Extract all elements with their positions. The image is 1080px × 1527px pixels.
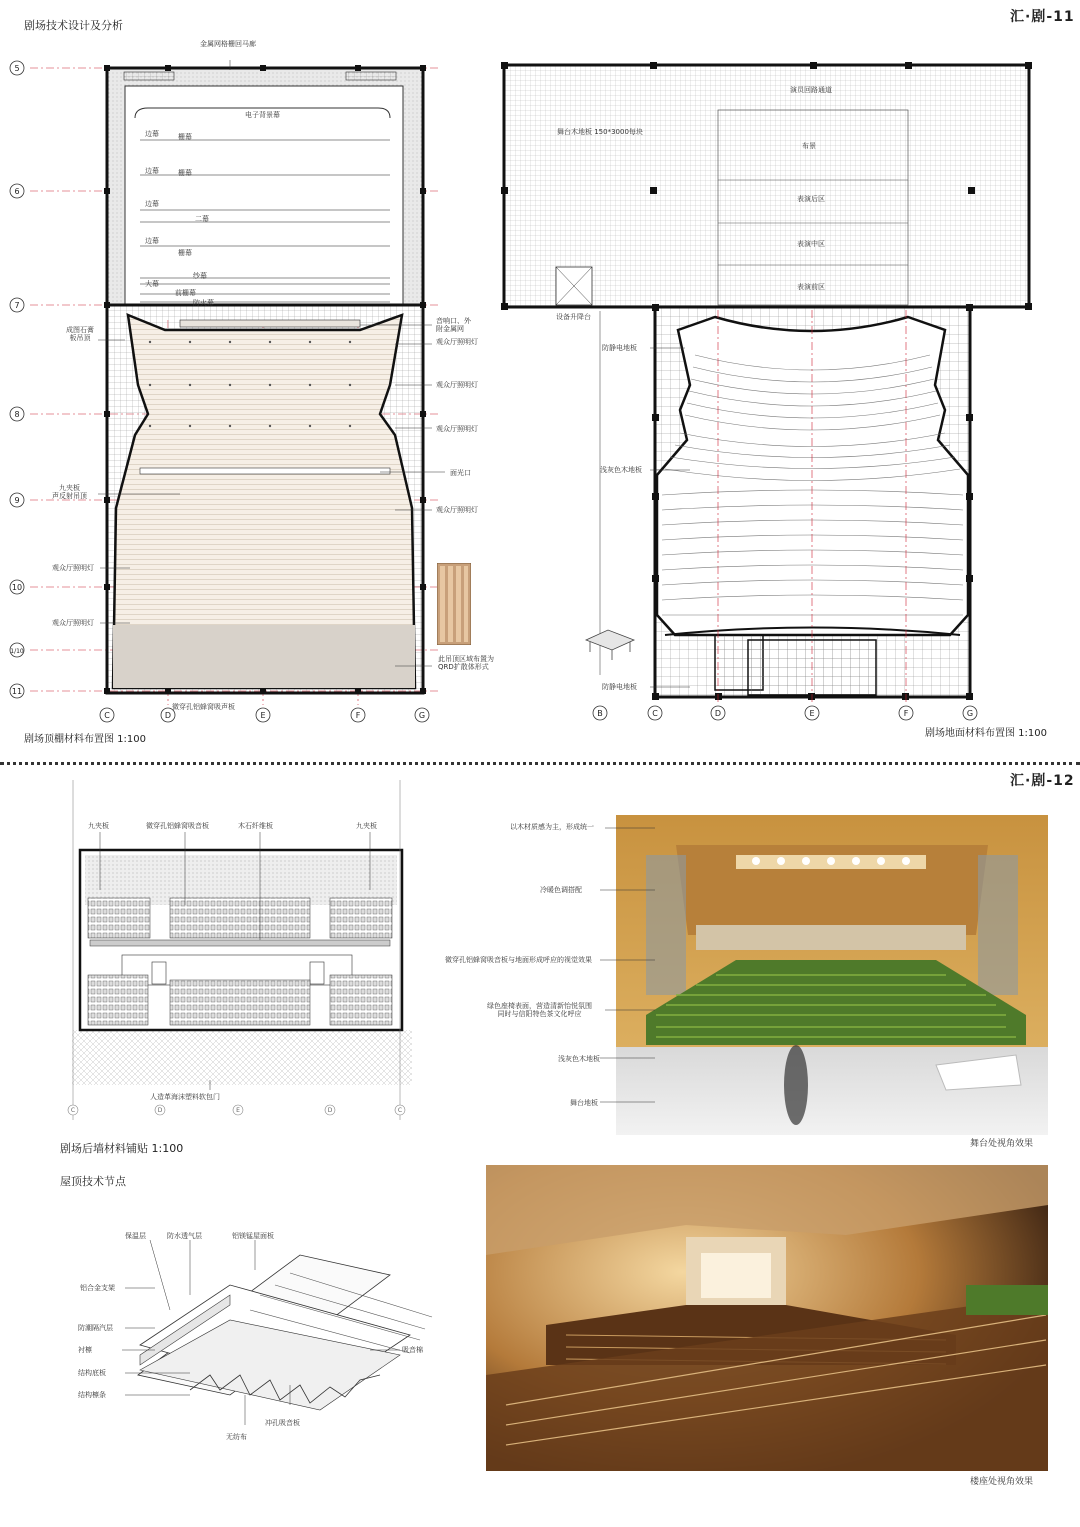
render1-caption: 舞台处视角效果 bbox=[970, 1139, 1034, 1149]
label-side4: 边幕 bbox=[145, 237, 159, 245]
label-backdrop: 电子背景幕 bbox=[245, 111, 280, 119]
label-insulation: 保温层 bbox=[125, 1232, 146, 1240]
render1-label-perf: 微穿孔铝蜂窝吸音板与地面形成呼应的视觉效果 bbox=[445, 956, 592, 964]
render1-leaders bbox=[575, 825, 655, 1110]
floor-axis-g: G bbox=[966, 709, 974, 718]
label-light2: 观众厅照明灯 bbox=[436, 381, 478, 389]
axis-row-1-10: 1/10 bbox=[10, 648, 24, 655]
floor-axis-f: F bbox=[903, 709, 909, 718]
label-mid-zone: 表演中区 bbox=[797, 240, 825, 248]
sheet-logo: 汇·剧-11 bbox=[1010, 9, 1075, 25]
label-jiujia-left: 九夹板 bbox=[88, 822, 109, 830]
label-structure-board: 结构底板 bbox=[78, 1369, 106, 1377]
label-main-curtain: 大幕 bbox=[145, 280, 159, 288]
label-stage-floor: 舞台木地板 150*3000每块 bbox=[557, 128, 643, 136]
sheet-title: 剧场技术设计及分析 bbox=[24, 19, 123, 32]
label-perforated-board: 冲孔吸音板 bbox=[265, 1419, 300, 1427]
axis-col-d: D bbox=[164, 711, 172, 720]
roof-detail-drawing bbox=[60, 1225, 440, 1445]
label-fire-curtain: 防火幕 bbox=[193, 299, 214, 307]
label-side2: 边幕 bbox=[145, 167, 159, 175]
sheet-divider bbox=[0, 762, 1080, 765]
floor-axis-e: E bbox=[809, 709, 815, 718]
axis-col-e: E bbox=[260, 711, 266, 720]
label-purlin: 衬檩 bbox=[78, 1346, 92, 1354]
sheet2-logo: 汇·剧-12 bbox=[1010, 773, 1075, 789]
label-absorber: 吸音棉 bbox=[402, 1346, 423, 1354]
label-back-zone: 表演后区 bbox=[797, 195, 825, 203]
label-bracket: 铝合金支架 bbox=[80, 1284, 115, 1292]
label-waterproof: 防水透气层 bbox=[167, 1232, 202, 1240]
floor-axis-d: D bbox=[714, 709, 722, 718]
label-grid4: 栅幕 bbox=[178, 249, 192, 257]
axis-row-9: 9 bbox=[14, 496, 20, 505]
floor-plan-caption: 剧场地面材料布置图 1:100 bbox=[925, 728, 1047, 739]
label-grid2: 栅幕 bbox=[178, 169, 192, 177]
label-light1: 观众厅照明灯 bbox=[436, 338, 478, 346]
axis-col-c: C bbox=[104, 711, 110, 720]
roof-caption: 屋顶技术节点 bbox=[60, 1175, 126, 1188]
floor-axis-b: B bbox=[597, 709, 603, 718]
label-top-grille: 金属网格栅回马廊 bbox=[200, 40, 256, 48]
label-bottom: 微穿孔铝蜂窝吸声板 bbox=[172, 703, 235, 711]
label-left-gypsum: 成图石膏 板吊顶 bbox=[66, 326, 94, 342]
render1-label-seats: 绿色座椅表面，营造清新怡悦氛围 同时与信阳特色茶文化呼应 bbox=[487, 1002, 592, 1018]
section-axis-4: D bbox=[327, 1107, 333, 1114]
balcony-view-render bbox=[486, 1165, 1048, 1471]
axis-row-10: 10 bbox=[11, 583, 23, 592]
label-light4: 观众厅照明灯 bbox=[436, 506, 478, 514]
section-drawing bbox=[60, 780, 420, 1125]
section-axis-1: C bbox=[70, 1107, 76, 1114]
qrd-diffuser-sample bbox=[437, 563, 471, 645]
label-grid1: 栅幕 bbox=[178, 133, 192, 141]
label-wood-grille: 木石纤维板 bbox=[238, 822, 273, 830]
axis-col-f: F bbox=[355, 711, 361, 720]
render2-caption: 楼座处视角效果 bbox=[970, 1477, 1034, 1487]
section-axis-5: C bbox=[397, 1107, 403, 1114]
label-roof-panel: 铝镁锰屋面板 bbox=[232, 1232, 274, 1240]
axis-col-g: G bbox=[418, 711, 426, 720]
render1-label-warm: 冷暖色调搭配 bbox=[540, 886, 582, 894]
section-caption: 剧场后墙材料铺贴 1:100 bbox=[60, 1142, 184, 1155]
label-left-light2: 观众厅照明灯 bbox=[52, 619, 94, 627]
render1-label-wood: 以木材质感为主，形成统一 bbox=[510, 823, 594, 831]
label-lift: 设备升降台 bbox=[556, 313, 591, 321]
label-vapor: 防潮隔汽层 bbox=[78, 1324, 113, 1332]
label-front-zone: 表演前区 bbox=[797, 283, 825, 291]
label-jiujia-right: 九夹板 bbox=[356, 822, 377, 830]
section-axis-3: E bbox=[236, 1107, 240, 1114]
label-jiujia: 九夹板 声反射吊顶 bbox=[52, 484, 87, 500]
stage-view-render bbox=[616, 815, 1048, 1135]
label-antistatic1: 防静电地板 bbox=[602, 344, 637, 352]
ceiling-plan-caption: 剧场顶棚材料布置图 1:100 bbox=[24, 734, 146, 745]
label-sound-port: 音响口、外 附金属网 bbox=[436, 317, 471, 333]
axis-row-6: 6 bbox=[14, 187, 20, 196]
label-structure-purlin: 结构檩条 bbox=[78, 1391, 106, 1399]
axis-row-7: 7 bbox=[14, 301, 20, 310]
section-axis-2: D bbox=[157, 1107, 163, 1114]
label-front-grid: 前栅幕 bbox=[175, 289, 196, 297]
label-wood-floor: 浅灰色木地板 bbox=[600, 466, 642, 474]
label-face-light: 面光口 bbox=[450, 469, 471, 477]
label-antistatic2: 防静电地板 bbox=[602, 683, 637, 691]
label-light3: 观众厅照明灯 bbox=[436, 425, 478, 433]
label-qrd: 此吊顶区域布置为 QRD扩散体形式 bbox=[438, 655, 494, 671]
floor-axis-c: C bbox=[652, 709, 658, 718]
label-side3: 边幕 bbox=[145, 200, 159, 208]
label-gauze: 纱幕 bbox=[193, 272, 207, 280]
label-curtain: 布景 bbox=[802, 142, 816, 150]
label-corridor: 演员回路通道 bbox=[790, 86, 832, 94]
floor-plan-drawing bbox=[490, 55, 1035, 730]
axis-row-8: 8 bbox=[14, 410, 20, 419]
axis-row-11: 11 bbox=[11, 687, 23, 696]
label-left-light1: 观众厅照明灯 bbox=[52, 564, 94, 572]
label-perforated-panel: 微穿孔铝蜂窝吸音板 bbox=[146, 822, 209, 830]
label-side1: 边幕 bbox=[145, 130, 159, 138]
label-nonwoven: 无纺布 bbox=[226, 1433, 247, 1441]
render1-label-floor: 浅灰色木地板 bbox=[558, 1055, 600, 1063]
label-door: 人造革海沫塑料软包门 bbox=[150, 1093, 220, 1101]
axis-row-5: 5 bbox=[14, 64, 20, 73]
label-second: 二幕 bbox=[195, 215, 209, 223]
render1-label-stage: 舞台地板 bbox=[570, 1099, 598, 1107]
